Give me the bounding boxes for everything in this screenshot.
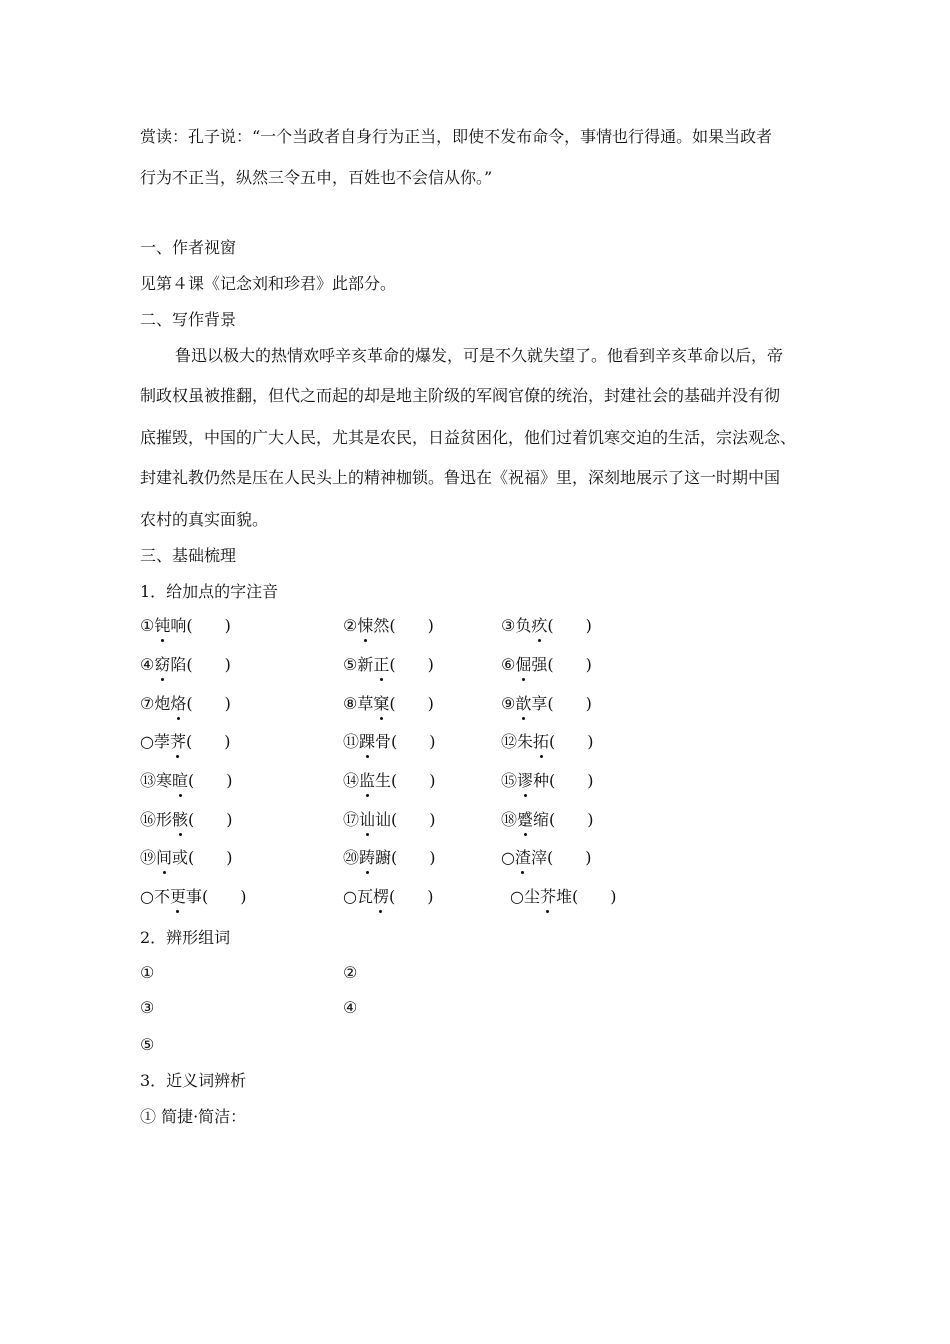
item-number: ⑧ — [343, 694, 358, 713]
word-text: 荸 — [153, 732, 170, 751]
item-number: ⑰ — [343, 810, 360, 829]
answer-blank[interactable]: ( ) — [547, 694, 592, 713]
pinyin-item — [140, 810, 233, 830]
item-number: ① — [140, 616, 155, 635]
word-text: 寒 — [156, 771, 173, 790]
answer-blank[interactable]: ( ) — [391, 771, 436, 790]
item-number: ⑱ — [501, 810, 518, 829]
answer-blank[interactable]: ( ) — [389, 694, 434, 713]
word-text: 事 — [186, 887, 203, 906]
answer-blank[interactable]: ( ) — [389, 616, 434, 635]
dotted-character: 窠 — [373, 694, 390, 713]
pinyin-item — [343, 616, 434, 636]
pinyin-item — [343, 655, 434, 675]
dotted-character: 悚 — [357, 616, 374, 635]
item-number: ⑳ — [343, 848, 360, 867]
pinyin-item — [501, 771, 594, 791]
background-paragraph-line: 封建礼教仍然是压在人民头上的精神枷锁。鲁迅在《祝福》里，深刻地展示了这一时期中国 — [140, 468, 781, 487]
pinyin-row — [140, 810, 840, 830]
word-text: 强 — [531, 655, 548, 674]
item-number: ⑨ — [501, 694, 516, 713]
dotted-character: 拓 — [533, 732, 550, 751]
dotted-character: 骸 — [172, 810, 189, 829]
pinyin-item — [343, 887, 434, 907]
dotted-character: 荠 — [169, 732, 186, 751]
word-text: 形 — [156, 810, 173, 829]
word-text: 享 — [531, 694, 548, 713]
item-number: ② — [343, 616, 358, 635]
dotted-character: 窈 — [154, 655, 171, 674]
word-text: 负 — [515, 616, 532, 635]
answer-blank[interactable]: ( ) — [549, 771, 594, 790]
answer-blank[interactable]: ( ) — [391, 732, 436, 751]
group-words-mark-1: ① — [140, 963, 155, 982]
answer-blank[interactable]: ( ) — [186, 732, 231, 751]
dotted-character: 烙 — [170, 694, 187, 713]
word-text: 然 — [373, 616, 390, 635]
background-paragraph-line: 底摧毁，中国的广大人民，尤其是农民，日益贫困化，他们过着饥寒交迫的生活，宗法观念、 — [140, 428, 797, 447]
answer-blank[interactable]: ( ) — [188, 848, 233, 867]
word-text: 新 — [357, 655, 374, 674]
item-number: ⑲ — [140, 848, 157, 867]
appreciation-line-2: 行为不正当，纵然三令五申，百姓也不会信从你。” — [140, 168, 493, 187]
dotted-character: 歆 — [515, 694, 532, 713]
dotted-character: 暄 — [172, 771, 189, 790]
dotted-character: 更 — [169, 887, 186, 906]
item-number: ⑪ — [343, 732, 360, 751]
item-number: ⑯ — [140, 810, 157, 829]
word-text: 瓦 — [356, 887, 373, 906]
word-text: 种 — [533, 771, 550, 790]
pinyin-row — [140, 848, 840, 868]
word-text: 缩 — [533, 810, 550, 829]
dotted-character: 讪 — [359, 810, 376, 829]
question-1-title: 1．给加点的字注音 — [140, 582, 279, 601]
answer-blank[interactable]: ( ) — [186, 655, 231, 674]
item-number: ④ — [140, 655, 155, 674]
pinyin-item — [140, 694, 231, 714]
pinyin-item — [140, 616, 231, 636]
answer-blank[interactable]: ( ) — [547, 655, 592, 674]
section-heading-author: 一、作者视窗 — [140, 238, 237, 257]
dotted-character: 钝 — [154, 616, 171, 635]
pinyin-row — [140, 655, 840, 675]
background-paragraph-line: 农村的真实面貌。 — [140, 510, 269, 529]
pinyin-row — [140, 694, 840, 714]
dotted-character: 监 — [359, 771, 376, 790]
answer-blank[interactable]: ( ) — [547, 616, 592, 635]
pinyin-item — [343, 848, 436, 868]
word-text: 生 — [375, 771, 392, 790]
item-number: ⑮ — [501, 771, 518, 790]
dotted-character: 楞 — [372, 887, 389, 906]
pinyin-item — [501, 655, 592, 675]
item-number: ⑬ — [140, 771, 157, 790]
item-number: ○ — [140, 732, 154, 751]
dotted-character: 疚 — [531, 616, 548, 635]
answer-blank[interactable]: ( ) — [389, 887, 434, 906]
answer-blank[interactable]: ( ) — [547, 848, 592, 867]
item-number: ⑦ — [140, 694, 155, 713]
pinyin-item — [501, 694, 592, 714]
pinyin-item — [343, 732, 436, 752]
word-text: 响 — [170, 616, 187, 635]
pinyin-item — [343, 810, 436, 830]
word-text: 炮 — [154, 694, 171, 713]
word-text: 讪 — [375, 810, 392, 829]
dotted-character: 蹙 — [517, 810, 534, 829]
pinyin-item — [501, 732, 594, 752]
dotted-character: 正 — [373, 655, 390, 674]
word-text: 骨 — [375, 732, 392, 751]
answer-blank[interactable]: ( ) — [572, 887, 617, 906]
answer-blank[interactable]: ( ) — [202, 887, 247, 906]
word-text: 不 — [153, 887, 170, 906]
pinyin-row — [140, 732, 840, 752]
pinyin-item — [140, 771, 233, 791]
item-number: ○ — [140, 887, 154, 906]
pinyin-item — [510, 887, 617, 907]
section-heading-basics: 三、基础梳理 — [140, 546, 237, 565]
item-number: ○ — [510, 887, 524, 906]
pinyin-item — [140, 848, 233, 868]
appreciation-line-1: 赏读：孔子说：“一个当政者自身行为正当，即使不发布命令，事情也行得通。如果当政者 — [140, 127, 773, 146]
answer-blank[interactable]: ( ) — [391, 810, 436, 829]
question-3-title: 3．近义词辨析 — [140, 1071, 247, 1090]
item-number: ⑫ — [501, 732, 518, 751]
background-paragraph-line: 鲁迅以极大的热情欢呼辛亥革命的爆发，可是不久就失望了。他看到辛亥革命以后，帝 — [175, 346, 784, 365]
item-number: ○ — [501, 848, 515, 867]
word-text: 滓 — [530, 848, 547, 867]
dotted-character: 渣 — [514, 848, 531, 867]
pinyin-item — [343, 694, 434, 714]
pinyin-item — [501, 848, 592, 868]
dotted-character: 谬 — [517, 771, 534, 790]
answer-blank[interactable]: ( ) — [549, 810, 594, 829]
synonym-item-1: ① 简捷·简洁： — [140, 1107, 247, 1126]
author-reference-text: 见第４课《记念刘和珍君》此部分。 — [140, 274, 397, 293]
pinyin-item — [140, 887, 247, 907]
item-number: ③ — [501, 616, 516, 635]
answer-blank[interactable]: ( ) — [188, 810, 233, 829]
word-text: 堆 — [556, 887, 573, 906]
word-text: 陷 — [170, 655, 187, 674]
pinyin-row — [140, 616, 840, 636]
pinyin-item — [140, 655, 231, 675]
pinyin-item — [140, 732, 231, 752]
item-number: ⑤ — [343, 655, 358, 674]
word-text: 或 — [172, 848, 189, 867]
group-words-mark-3: ③ — [140, 998, 155, 1017]
pinyin-item — [501, 616, 592, 636]
pinyin-row — [140, 771, 840, 791]
word-text: 朱 — [517, 732, 534, 751]
answer-blank[interactable]: ( ) — [549, 732, 594, 751]
item-number: ⑥ — [501, 655, 516, 674]
answer-blank[interactable]: ( ) — [391, 848, 436, 867]
answer-blank[interactable]: ( ) — [186, 616, 231, 635]
question-2-title: 2．辨形组词 — [140, 928, 231, 947]
dotted-character: 芥 — [539, 887, 556, 906]
group-words-mark-5: ⑤ — [140, 1035, 155, 1054]
group-words-mark-4: ④ — [343, 998, 358, 1017]
item-number: ⑭ — [343, 771, 360, 790]
item-number: ○ — [343, 887, 357, 906]
dotted-character: 倔 — [515, 655, 532, 674]
section-heading-background: 二、写作背景 — [140, 310, 237, 329]
answer-blank[interactable]: ( ) — [188, 771, 233, 790]
word-text: 躕 — [375, 848, 392, 867]
pinyin-item — [501, 810, 594, 830]
answer-blank[interactable]: ( ) — [186, 694, 231, 713]
dotted-character: 间 — [156, 848, 173, 867]
word-text: 尘 — [523, 887, 540, 906]
word-text: 草 — [357, 694, 374, 713]
dotted-character: 踝 — [359, 732, 376, 751]
background-paragraph-line: 制政权虽被推翻，但代之而起的却是地主阶级的军阀官僚的统治，封建社会的基础并没有彻 — [140, 386, 781, 405]
pinyin-row — [140, 887, 840, 907]
group-words-mark-2: ② — [343, 963, 358, 982]
pinyin-item — [343, 771, 436, 791]
answer-blank[interactable]: ( ) — [389, 655, 434, 674]
dotted-character: 踌 — [359, 848, 376, 867]
